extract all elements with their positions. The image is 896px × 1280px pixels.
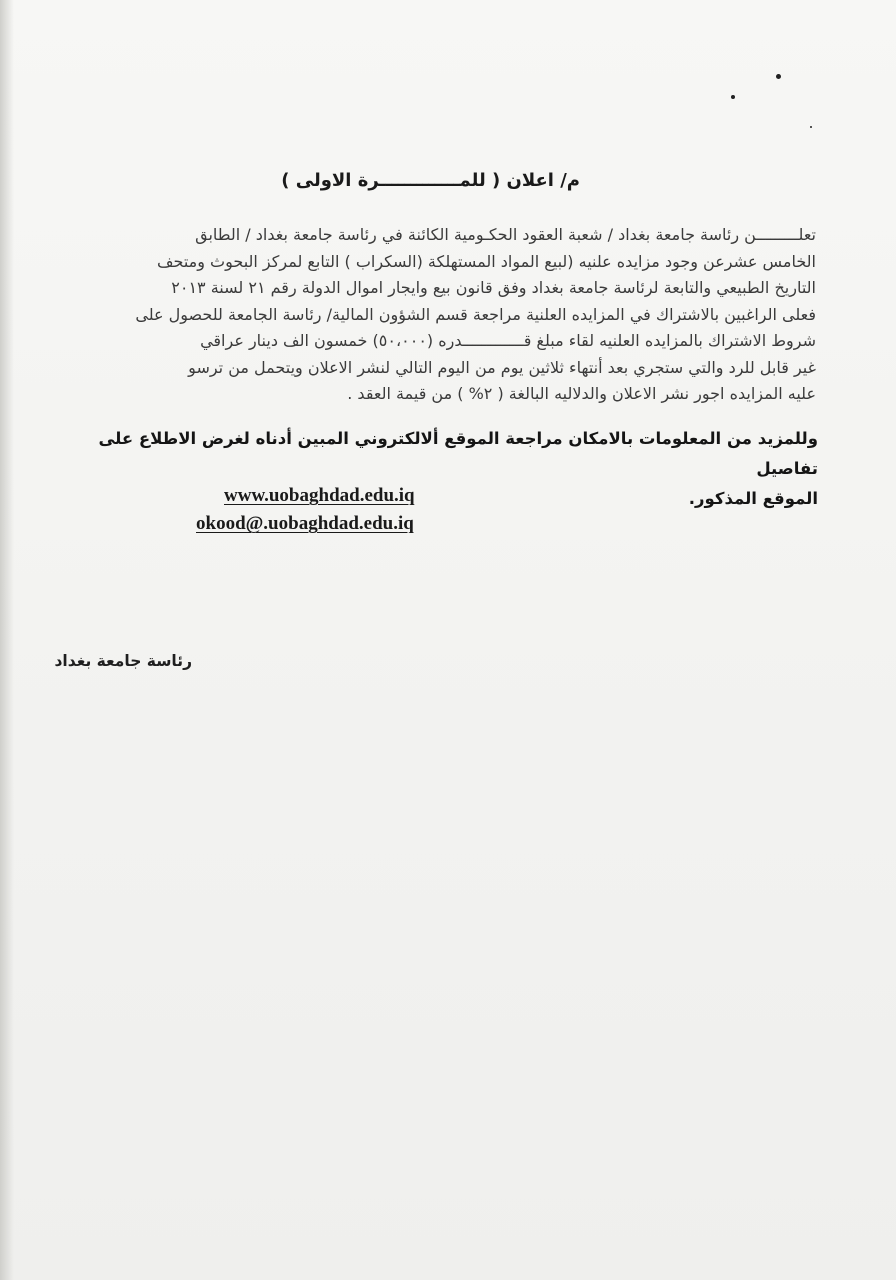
body-line: شروط الاشتراك بالمزايده العلنيه لقاء مبلغ قـــــــــــــدره (٥٠،٠٠٠) خمسون الف دينار عراقي bbox=[200, 331, 816, 350]
ink-speck bbox=[731, 95, 735, 99]
body-line: فعلى الراغبين بالاشتراك في المزايده العلنية مراجعة قسم الشؤون المالية/ رئاسة الجامعة للحصول على bbox=[135, 304, 816, 324]
more-info-line: الموقع المذكور. bbox=[688, 489, 818, 508]
contact-links bbox=[190, 482, 480, 538]
announcement-title: م/ اعلان ( للمـــــــــــــرة الاولى ) bbox=[281, 170, 580, 191]
body-line: غير قابل للرد والتي ستجري بعد أنتهاء ثلاثين يوم من اليوم التالي لنشر الاعلان ويتحمل من ترسو bbox=[188, 357, 816, 377]
page-edge-shadow bbox=[0, 0, 14, 1280]
ink-speck bbox=[810, 126, 812, 128]
body-line: الخامس عشرعن وجود مزايده علنيه (لبيع المواد المستهلكة (السكراب ) التابع لمركز البحوث ومتحف bbox=[156, 251, 816, 271]
body-line: عليه المزايده اجور نشر الاعلان والدلاليه البالغة ( ٢% ) من قيمة العقد . bbox=[347, 384, 816, 403]
website-link[interactable]: www.uobaghdad.edu.iq bbox=[224, 485, 415, 506]
signature: رئاسة جامعة بغداد bbox=[54, 652, 192, 670]
more-info-line: وللمزيد من المعلومات بالامكان مراجعة الموقع ألالكتروني المبين أدناه لغرض الاطلاع على تفاصيل bbox=[98, 429, 818, 478]
ink-speck bbox=[776, 74, 781, 79]
email-link[interactable]: okood@.uobaghdad.edu.iq bbox=[196, 513, 414, 534]
body-line: تعلـــــــــن رئاسة جامعة بغداد / شعبة العقود الحكـومية الكائنة في رئاسة جامعة بغداد / الطابق bbox=[195, 225, 816, 244]
announcement-body bbox=[46, 222, 816, 408]
body-line: التاريخ الطبيعي والتابعة لرئاسة جامعة بغداد وفق قانون بيع وايجار اموال الدولة رقم ٢١ لسنة ٢٠١٣ bbox=[171, 278, 816, 297]
